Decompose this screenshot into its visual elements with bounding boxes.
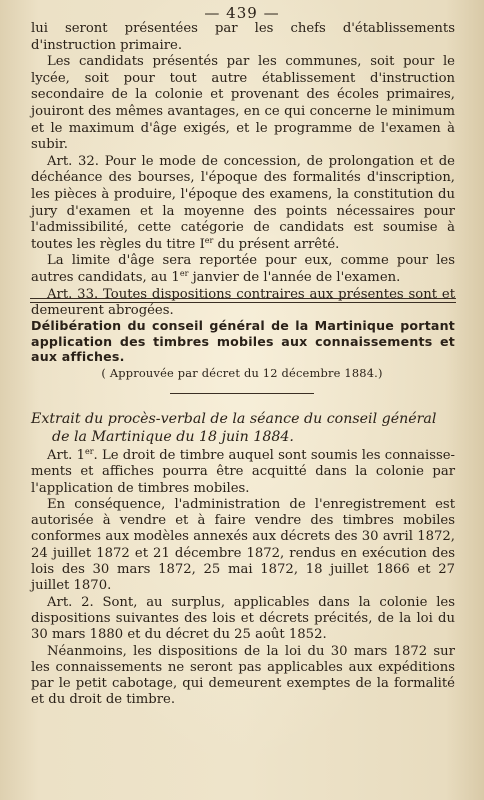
section-rule-bottom xyxy=(30,302,456,303)
art-1-head: Art. 1 xyxy=(47,448,85,463)
section-heading: Délibération du conseil général de la Martinique portant application des timbres mobiles aux connaissements et aux affiches. xyxy=(31,318,455,365)
art-1-sup: er xyxy=(84,447,94,456)
text-block-bottom xyxy=(31,448,455,709)
paragraph-candidats: Les candidats présentés par les communes, soit pour le lycée, soit pour tout autre établissement d'instruction secondaire de la colonie et provenant des écoles primaires, jouiront des mêmes avantages, en ce qui concerne le minimum et le maximum d'âge exigés, et le programme de l'examen à subir. xyxy=(31,54,455,153)
page-number: — 439 — xyxy=(204,4,280,22)
paragraph-art-1 xyxy=(31,448,455,497)
extract-title-line-2: de la Martinique du 18 juin 1884. xyxy=(52,428,294,445)
text-block-top xyxy=(31,21,455,320)
limite-age-text: La limite d'âge sera reportée pour eux, comme pour les autres candidats, au 1 xyxy=(31,253,455,285)
paragraph-consequence: En conséquence, l'administration de l'enregistrement est autorisée à vendre et à faire vendre des timbres mobiles conformes aux modèles annexés aux décrets des 30 avril 1872, 24 juillet 1872 et 21 décembre 1872, rendus en exécution des lois des 30 mars 1872, 25 mai 1872, 18 juillet 1866 et 27 juillet 1870. xyxy=(31,496,455,594)
art-32-roman: I xyxy=(199,236,205,252)
extract-title-line-1: Extrait du procès-verbal de la séance du conseil général xyxy=(31,411,437,427)
section-rule-top xyxy=(30,298,456,299)
art-32-tail: du présent arrêté. xyxy=(213,236,340,252)
paragraph-continuation: lui seront présentées par les chefs d'établissements d'instruction primaire. xyxy=(31,21,455,53)
paragraph-limite-age xyxy=(31,253,455,286)
paragraph-neanmoins: Néanmoins, les dispositions de la loi du 30 mars 1872 sur les connaissements ne seront pas applicables aux expéditions par le petit cabotage, qui demeurent exemptes de la formalité et du droit de timbre. xyxy=(31,643,455,708)
short-divider xyxy=(170,393,314,394)
paragraph-art-33: Art. 33. Toutes dispositions contraires aux présentes sont et demeurent abrogées. xyxy=(31,286,455,319)
paragraph-art-32 xyxy=(31,154,455,254)
art-1-tail: . Le droit de timbre auquel sont soumis les connaissements et affiches pourra être acquitté dans la colonie par l'application de timbres mobiles. xyxy=(31,448,456,496)
art-32-text: Art. 32. Pour le mode de concession, de prolongation et de déchéance des bourses, l'époque des formalités d'inscription, les pièces à produire, l'époque des examens, la constitution du jury d'examen et la moyenne des points nécessaires pour l'admissibilité, cette catégorie de candidats est soumise à toutes les règles du titre xyxy=(31,153,455,252)
limite-age-tail: janvier de l'année de l'examen. xyxy=(188,269,401,285)
extract-title xyxy=(31,411,455,446)
art-32-sup: er xyxy=(204,235,214,245)
approval-note: ( Approuvée par décret du 12 décembre 1884.) xyxy=(101,366,383,380)
paragraph-art-2: Art. 2. Sont, au surplus, applicables dans la colonie les dispositions suivantes des lois et décrets précités, de la loi du 30 mars 1880 et du décret du 25 août 1852. xyxy=(31,594,455,643)
limite-age-sup: er xyxy=(179,268,189,278)
